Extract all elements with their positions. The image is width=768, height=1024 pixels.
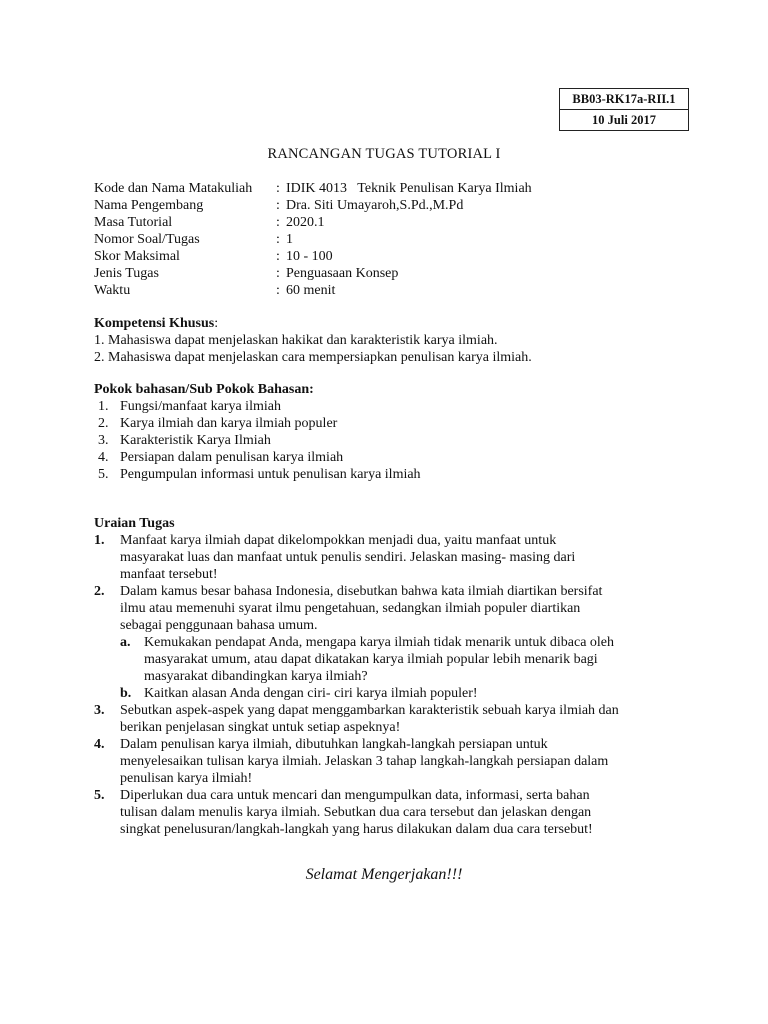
info-row xyxy=(94,214,614,231)
kompetensi-item: 2. Mahasiswa dapat menjelaskan cara mempersiapkan penulisan karya ilmiah. xyxy=(94,350,532,365)
pokok-bahasan-section xyxy=(94,381,421,483)
sub-task-line: masyarakat dibandingkan karya ilmiah? xyxy=(144,669,368,684)
info-key: Masa Tutorial xyxy=(94,215,173,230)
info-colon: : xyxy=(276,181,280,196)
task-item xyxy=(94,787,684,838)
sub-task-line: Kemukakan pendapat Anda, mengapa karya ilmiah tidak menarik untuk dibaca oleh xyxy=(144,635,615,650)
info-row xyxy=(94,265,614,282)
closing-message: Selamat Mengerjakan!!! xyxy=(305,866,463,883)
task-line: penulisan karya ilmiah! xyxy=(120,771,253,786)
list-number: 2. xyxy=(98,416,109,431)
task-item xyxy=(94,532,684,583)
course-info-table xyxy=(94,180,614,299)
info-colon: : xyxy=(276,283,280,298)
page-title: RANCANGAN TUGAS TUTORIAL I xyxy=(267,146,501,162)
task-number: 2. xyxy=(94,584,105,599)
uraian-tugas-title: Uraian Tugas xyxy=(94,516,175,531)
list-item xyxy=(94,398,421,415)
kompetensi-item: 1. Mahasiswa dapat menjelaskan hakikat dan karakteristik karya ilmiah. xyxy=(94,333,498,348)
info-value: Penguasaan Konsep xyxy=(286,266,399,281)
info-key: Jenis Tugas xyxy=(94,266,159,281)
task-line: tulisan dalam menulis karya ilmiah. Sebutkan dua cara tersebut dan jelaskan dengan xyxy=(120,805,592,820)
info-colon: : xyxy=(276,232,280,247)
info-value: 2020.1 xyxy=(286,215,325,230)
info-colon: : xyxy=(276,266,280,281)
task-line: Diperlukan dua cara untuk mencari dan mengumpulkan data, informasi, serta bahan xyxy=(120,788,590,803)
sub-task-letter: a. xyxy=(120,635,131,650)
list-item xyxy=(94,415,421,432)
info-value: 10 - 100 xyxy=(286,249,333,264)
list-item-text: Karakteristik Karya Ilmiah xyxy=(120,433,271,448)
task-number: 5. xyxy=(94,788,105,803)
list-item xyxy=(94,432,421,449)
list-item-text: Pengumpulan informasi untuk penulisan karya ilmiah xyxy=(120,467,421,482)
task-line: Manfaat karya ilmiah dapat dikelompokkan menjadi dua, yaitu manfaat untuk xyxy=(120,533,557,548)
task-item xyxy=(94,583,684,702)
sub-task-letter: b. xyxy=(120,686,132,701)
info-colon: : xyxy=(276,249,280,264)
task-line: menyelesaikan tulisan karya ilmiah. Jelaskan 3 tahap langkah-langkah persiapan dalam xyxy=(120,754,609,769)
kompetensi-heading: Kompetensi Khusus: xyxy=(94,316,219,331)
info-key: Skor Maksimal xyxy=(94,249,180,264)
kompetensi-section xyxy=(94,315,532,366)
kompetensi-title: Kompetensi Khusus xyxy=(94,316,215,331)
list-number: 3. xyxy=(98,433,109,448)
sub-task-item xyxy=(120,634,684,685)
info-row xyxy=(94,231,614,248)
info-key: Nomor Soal/Tugas xyxy=(94,232,200,247)
pokok-bahasan-list xyxy=(94,398,421,483)
info-key: Nama Pengembang xyxy=(94,198,204,213)
info-value: Dra. Siti Umayaroh,S.Pd.,M.Pd xyxy=(286,198,464,213)
task-number: 1. xyxy=(94,533,105,548)
info-row xyxy=(94,180,614,197)
list-item-text: Persiapan dalam penulisan karya ilmiah xyxy=(120,450,344,465)
document-date: 10 Juli 2017 xyxy=(560,109,688,130)
info-key: Waktu xyxy=(94,283,131,298)
info-value: 60 menit xyxy=(286,283,336,298)
task-line: Sebutkan aspek-aspek yang dapat menggambarkan karakteristik sebuah karya ilmiah dan xyxy=(120,703,619,718)
task-line: ilmu atau memenuhi syarat ilmu pengetahuan, sedangkan ilmiah populer diartikan xyxy=(120,601,581,616)
info-row xyxy=(94,197,614,214)
task-line: singkat penelusuran/langkah-langkah yang harus dilakukan dalam dua cara tersebut! xyxy=(120,822,593,837)
task-number: 4. xyxy=(94,737,105,752)
task-item xyxy=(94,702,684,736)
info-row xyxy=(94,248,614,265)
list-item xyxy=(94,466,421,483)
list-number: 1. xyxy=(98,399,109,414)
task-line: berikan penjelasan singkat untuk setiap aspeknya! xyxy=(120,720,401,735)
info-key: Kode dan Nama Matakuliah xyxy=(94,181,253,196)
pokok-bahasan-title: Pokok bahasan/Sub Pokok Bahasan: xyxy=(94,382,314,397)
uraian-tugas-section xyxy=(94,515,684,838)
sub-task-item xyxy=(120,685,684,702)
list-item-text: Karya ilmiah dan karya ilmiah populer xyxy=(120,416,338,431)
info-colon: : xyxy=(276,198,280,213)
task-item xyxy=(94,736,684,787)
task-number: 3. xyxy=(94,703,105,718)
document-code: BB03-RK17a-RII.1 xyxy=(572,92,676,106)
task-line: manfaat tersebut! xyxy=(120,567,218,582)
list-number: 5. xyxy=(98,467,109,482)
list-item xyxy=(94,449,421,466)
list-number: 4. xyxy=(98,450,109,465)
task-line: Dalam penulisan karya ilmiah, dibutuhkan langkah-langkah persiapan untuk xyxy=(120,737,548,752)
task-line: Dalam kamus besar bahasa Indonesia, disebutkan bahwa kata ilmiah diartikan bersifat xyxy=(120,584,603,599)
document-code-box xyxy=(559,88,689,131)
info-value: IDIK 4013 Teknik Penulisan Karya Ilmiah xyxy=(286,181,532,196)
sub-task-line: masyarakat umum, atau dapat dikatakan karya ilmiah popular lebih menarik bagi xyxy=(144,652,598,667)
task-line: masyarakat luas dan manfaat untuk penulis sendiri. Jelaskan masing- masing dari xyxy=(120,550,576,565)
sub-task-line: Kaitkan alasan Anda dengan ciri- ciri karya ilmiah populer! xyxy=(144,686,478,701)
info-colon: : xyxy=(276,215,280,230)
task-line: sebagai penggunaan bahasa umum. xyxy=(120,618,318,633)
list-item-text: Fungsi/manfaat karya ilmiah xyxy=(120,399,281,414)
info-value: 1 xyxy=(286,232,293,247)
info-row xyxy=(94,282,614,299)
